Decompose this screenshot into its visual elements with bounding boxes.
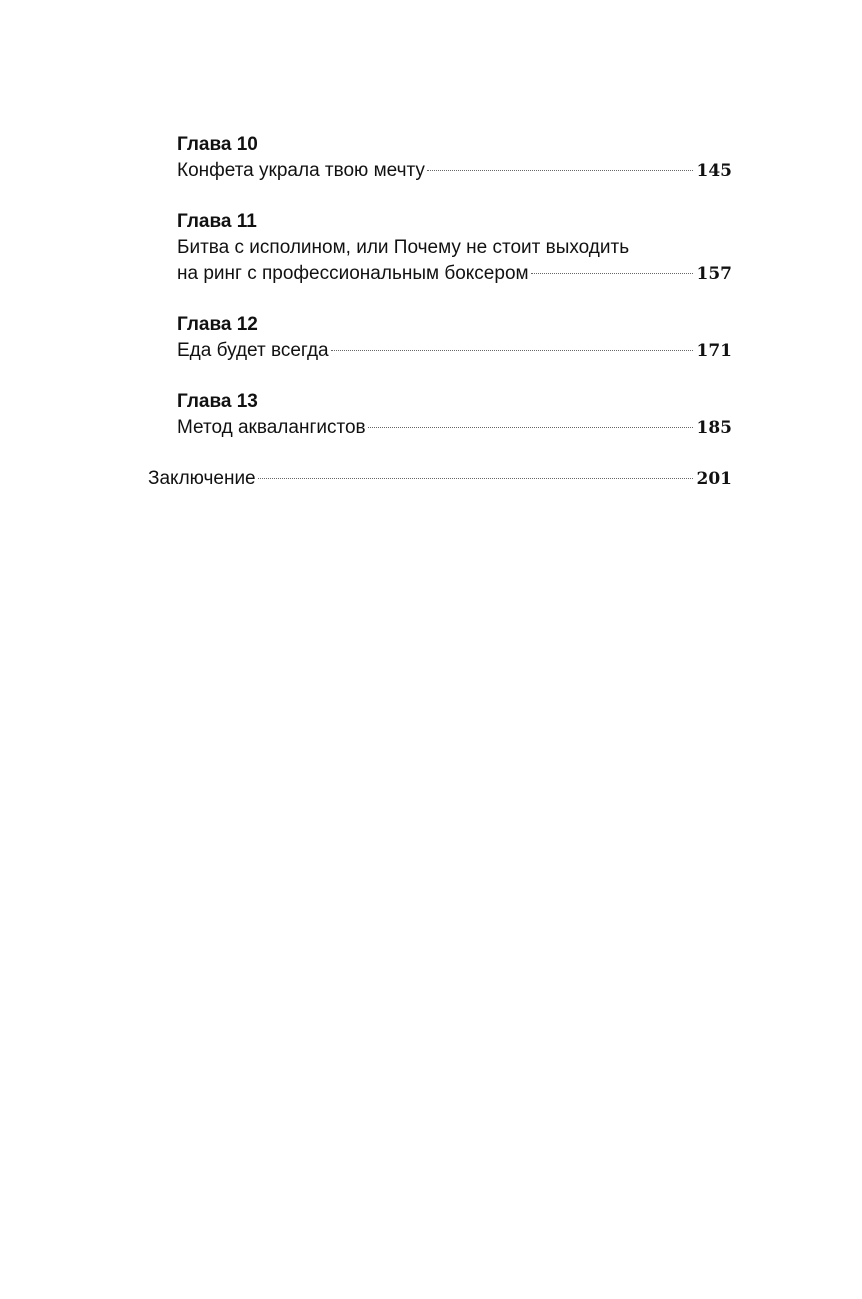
chapter-label: Глава 11 — [177, 211, 257, 232]
page-number: 201 — [696, 469, 732, 489]
page-number: 145 — [696, 161, 732, 181]
toc-entry-chapter-10[interactable] — [148, 132, 732, 184]
toc-entry-chapter-11[interactable] — [148, 209, 732, 287]
dot-leader — [427, 170, 693, 171]
table-of-contents — [148, 132, 732, 492]
page-number: 157 — [696, 264, 732, 284]
chapter-label: Глава 10 — [177, 134, 258, 155]
dot-leader — [331, 350, 693, 351]
conclusion-title: Заключение — [148, 468, 256, 489]
toc-entry-line — [177, 415, 732, 441]
toc-entry-line — [148, 466, 732, 492]
toc-entry-chapter-12[interactable] — [148, 312, 732, 364]
chapter-label: Глава 13 — [177, 391, 258, 412]
toc-entry-line — [177, 158, 732, 184]
chapter-title: Еда будет всегда — [177, 340, 329, 361]
dot-leader — [258, 478, 693, 479]
chapter-title: Конфета украла твою мечту — [177, 160, 425, 181]
page-number: 185 — [696, 418, 732, 438]
chapter-label: Глава 12 — [177, 314, 258, 335]
toc-entry-line — [177, 338, 732, 364]
chapter-title-line: Битва с исполином, или Почему не стоит выходить — [177, 237, 630, 258]
toc-entry-chapter-13[interactable] — [148, 389, 732, 441]
chapter-title: на ринг с профессиональным боксером — [177, 263, 529, 284]
dot-leader — [368, 427, 693, 428]
dot-leader — [531, 273, 693, 274]
toc-entry-line — [177, 261, 732, 287]
chapter-title: Метод аквалангистов — [177, 417, 366, 438]
toc-entry-conclusion[interactable] — [148, 466, 732, 492]
page-number: 171 — [696, 341, 732, 361]
